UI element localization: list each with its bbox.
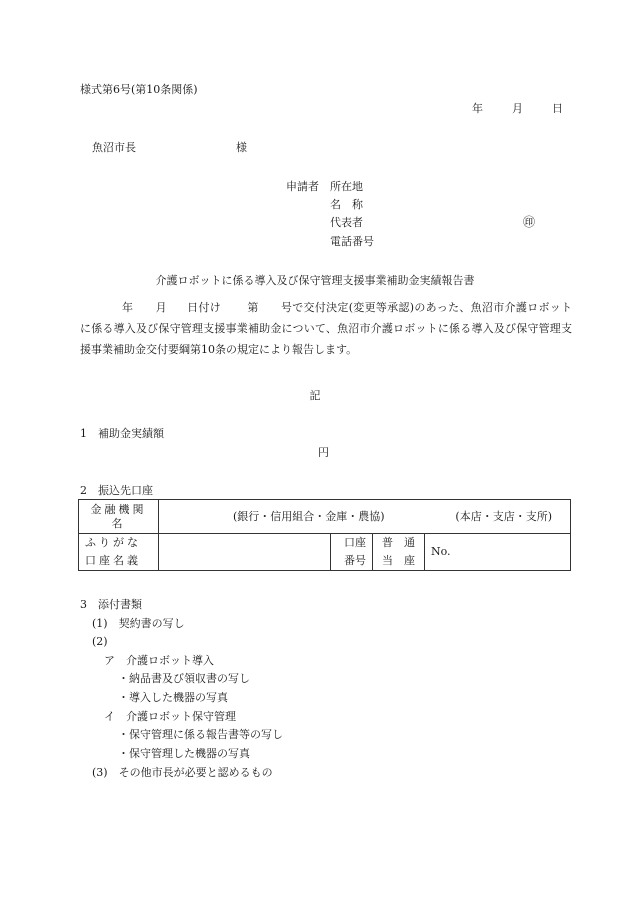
- account-type-current: 当 座: [373, 552, 425, 571]
- applicant-address-label: 所在地: [330, 180, 363, 193]
- account-label-top: 口座: [331, 534, 373, 553]
- amount-unit: 円: [318, 446, 329, 459]
- body-line1: 号で交付決定(変更等承認)のあった、魚沼市介: [280, 301, 516, 314]
- section3-heading: 3 添付書類: [80, 598, 142, 611]
- account-number-cell[interactable]: [425, 534, 571, 571]
- form-number: 様式第6号(第10条関係): [80, 83, 198, 96]
- branch-types: (本店・支店・支所): [455, 509, 552, 523]
- report-title: 介護ロボットに係る導入及び保守管理支援事業補助金実績報告書: [155, 274, 475, 287]
- body-paragraph: [80, 297, 572, 360]
- body-month: 月: [155, 301, 167, 314]
- attachment-sub-i-item-1: ・保守管理に係る報告書等の写し: [118, 728, 283, 741]
- account-label-bottom: 番号: [331, 552, 373, 571]
- body-day-ref: 日付け: [186, 301, 222, 314]
- attachment-sub-a-item-2: ・導入した機器の写真: [118, 691, 228, 704]
- applicant-name-label: 名 称: [330, 198, 363, 211]
- body-line3: 導入及び保守管理支援事業補助金交付要綱第10条の規定により報告します。: [80, 322, 573, 356]
- body-line2: 護ロボットに係る導入及び保守管理支援事業補助金について、魚沼市介護ロボットに係る: [80, 301, 573, 335]
- attachment-item-1: (1) 契約書の写し: [92, 617, 185, 630]
- date-month-label: 月: [512, 102, 523, 115]
- attachment-sub-a-item-1: ・納品書及び領収書の写し: [118, 672, 250, 685]
- bank-account-table: [78, 499, 571, 571]
- applicant-representative-label: 代表者: [330, 216, 363, 229]
- attachment-sub-i-item-2: ・保守管理した機器の写真: [118, 747, 250, 760]
- applicant-label: 申請者: [286, 180, 319, 193]
- honorific: 様: [236, 141, 247, 154]
- date-year-label: 年: [472, 102, 483, 115]
- attachment-sub-i: イ 介護ロボット保守管理: [104, 710, 236, 723]
- body-year: 年: [122, 301, 134, 314]
- date-day-label: 日: [552, 102, 563, 115]
- report-date: [472, 102, 563, 115]
- attachment-item-3: (3) その他市長が必要と認めるもの: [92, 766, 273, 779]
- section1-heading: 1 補助金実績額: [80, 427, 164, 440]
- account-holder-cell[interactable]: [159, 534, 331, 571]
- seal-mark: ㊞: [523, 215, 536, 229]
- attachment-item-2: (2): [92, 635, 108, 648]
- section2-heading: 2 振込先口座: [80, 484, 153, 497]
- bank-types: (銀行・信用組合・金庫・農協): [233, 509, 385, 523]
- account-no-label: No.: [431, 545, 451, 559]
- account-holder-label: 口座名義: [79, 552, 159, 571]
- bank-name-cell[interactable]: [159, 500, 571, 534]
- attachment-sub-a: ア 介護ロボット導入: [104, 654, 214, 667]
- applicant-phone-label: 電話番号: [330, 235, 374, 248]
- account-type-ordinary: 普 通: [373, 534, 425, 553]
- bank-name-label: 金融機関名: [79, 500, 159, 534]
- addressee: 魚沼市長: [92, 141, 136, 154]
- furigana-label: ふりがな: [79, 534, 159, 553]
- body-number-prefix: 第: [247, 301, 259, 314]
- ki-label: 記: [309, 389, 321, 402]
